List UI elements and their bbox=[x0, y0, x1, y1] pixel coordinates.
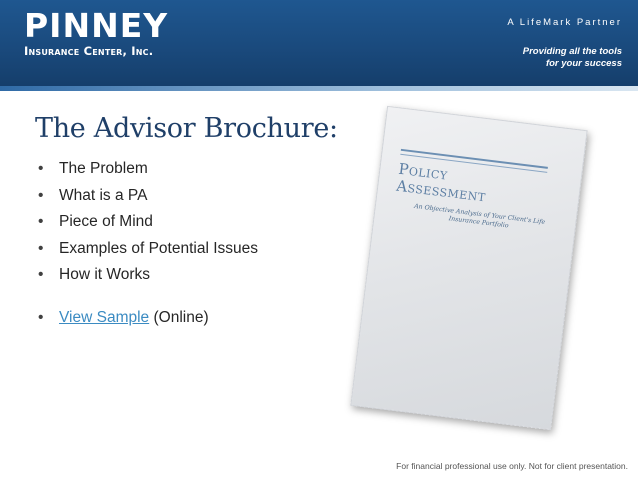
bullet-item: • The Problem bbox=[38, 156, 258, 183]
brochure-image bbox=[330, 105, 620, 465]
company-logo: PINNEY bbox=[24, 6, 169, 45]
header-divider bbox=[0, 86, 638, 91]
bullet-item: • What is a PA bbox=[38, 183, 258, 210]
slide-title: The Advisor Brochure: bbox=[35, 113, 338, 144]
company-logo-subtitle: Insurance Center, Inc. bbox=[24, 44, 154, 58]
view-sample-item bbox=[38, 305, 258, 332]
bullet-item: • How it Works bbox=[38, 262, 258, 289]
partner-label: A LifeMark Partner bbox=[507, 17, 622, 28]
brochure-title-line-1: Policy bbox=[397, 159, 449, 184]
view-sample-suffix: (Online) bbox=[149, 308, 209, 326]
tagline-line-1: Providing all the tools bbox=[522, 46, 622, 57]
brochure-cover bbox=[350, 106, 587, 430]
view-sample-link[interactable]: View Sample bbox=[59, 308, 150, 326]
header-banner bbox=[0, 0, 638, 86]
brochure-title-line-2: Assessment bbox=[395, 176, 487, 206]
footer-disclaimer: For financial professional use only. Not for client presentation. bbox=[396, 461, 628, 471]
brochure-subtitle: An Objective Analysis of Your Client's Life Insurance Portfolio bbox=[413, 202, 546, 230]
bullet-item: • Piece of Mind bbox=[38, 209, 258, 236]
tagline bbox=[523, 46, 622, 70]
bullet-list bbox=[38, 156, 258, 331]
bullet-item: • Examples of Potential Issues bbox=[38, 236, 258, 263]
tagline-line-2: for your success bbox=[545, 58, 622, 69]
